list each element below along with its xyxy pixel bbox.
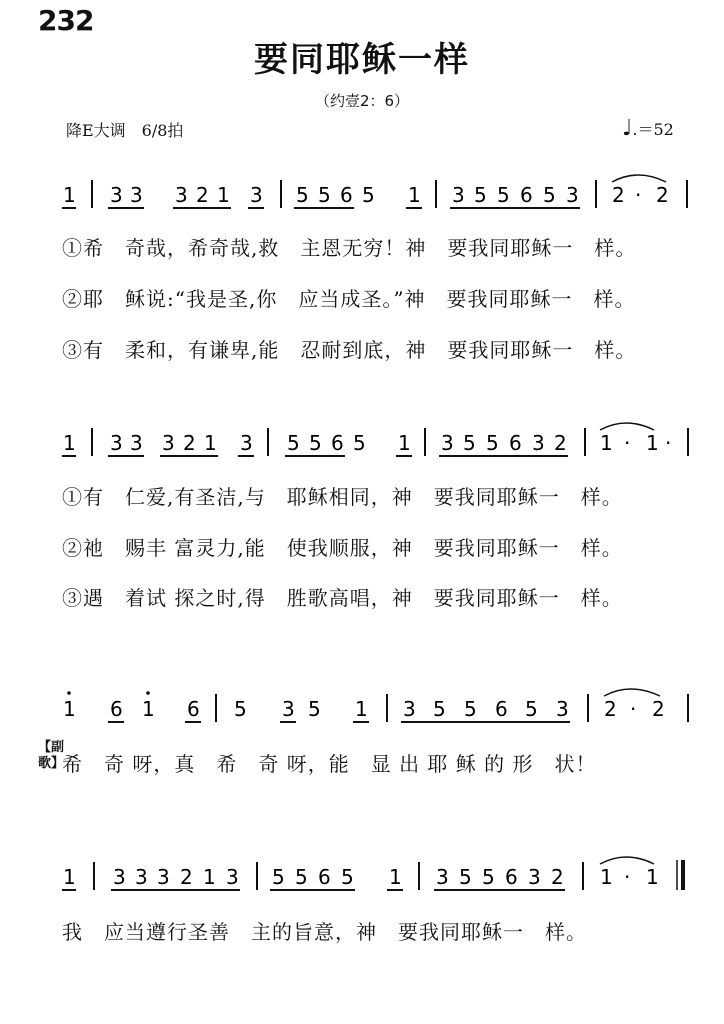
note: 3 — [130, 183, 143, 207]
note: 1 — [600, 865, 613, 889]
note: 3 — [250, 183, 263, 207]
note: 5 — [296, 183, 309, 207]
note: 3 — [452, 183, 465, 207]
lyric-line: ①有 仁爱,有圣洁,与 耶稣相同，神 要我同耶稣一 样。 — [62, 485, 623, 509]
note: 5 — [482, 865, 495, 889]
note: 6 — [110, 697, 123, 721]
note: 5 — [295, 865, 308, 889]
note: 1 — [646, 431, 659, 455]
music-system-4 — [62, 857, 683, 890]
augmentation-dot: · — [665, 431, 672, 455]
note: 1 — [203, 865, 216, 889]
refrain-label: 【副歌】 — [38, 740, 65, 771]
lyric-line: ②祂 赐丰 富灵力,能 使我顺服，神 要我同耶稣一 样。 — [62, 536, 623, 560]
note: 3 — [135, 865, 148, 889]
note: 1 — [646, 865, 659, 889]
quarter-note-icon: ♩ — [622, 116, 633, 141]
note: 6 — [495, 697, 508, 721]
augmentation-dot: · — [635, 183, 642, 207]
tie — [600, 857, 654, 864]
note: 6 — [505, 865, 518, 889]
note: 3 — [162, 431, 175, 455]
note: 3 — [110, 431, 123, 455]
note: 5 — [464, 697, 477, 721]
tie — [612, 175, 666, 182]
note: 6 — [340, 183, 353, 207]
note: 1 — [63, 697, 76, 721]
note: 6 — [331, 431, 344, 455]
tempo-value: .＝52 — [632, 120, 674, 139]
lyric-line: ②耶 稣说:“我是圣,你 应当成圣。”神 要我同耶稣一 样。 — [62, 287, 636, 311]
note: 3 — [226, 865, 239, 889]
song-title: 要同耶稣一样 — [254, 40, 470, 80]
tie — [604, 689, 660, 696]
note: 1 — [408, 183, 421, 207]
note: 3 — [528, 865, 541, 889]
note: 2 — [554, 431, 567, 455]
music-system-2 — [62, 423, 688, 456]
note: 2 — [604, 697, 617, 721]
note: 5 — [463, 431, 476, 455]
note: 3 — [282, 697, 295, 721]
note: 1 — [63, 431, 76, 455]
key-and-time-signature: 降E大调 6/8拍 — [66, 121, 184, 140]
page-number: 232 — [38, 4, 94, 37]
note: 2 — [183, 431, 196, 455]
final-barline — [677, 860, 683, 890]
note: 5 — [459, 865, 472, 889]
octave-dot — [67, 691, 71, 695]
note: 3 — [441, 431, 454, 455]
note: 3 — [556, 697, 569, 721]
lyric-line: 我 应当遵行圣善 主的旨意，神 要我同耶稣一 样。 — [62, 920, 587, 944]
note: 5 — [234, 697, 247, 721]
note: 1 — [142, 697, 155, 721]
note: 3 — [566, 183, 579, 207]
note: 1 — [389, 865, 402, 889]
note: 1 — [63, 183, 76, 207]
note: 6 — [187, 697, 200, 721]
note: 3 — [157, 865, 170, 889]
bar-lines — [92, 428, 688, 456]
note: 5 — [362, 183, 375, 207]
note: 3 — [175, 183, 188, 207]
note: 2 — [612, 183, 625, 207]
note: 6 — [509, 431, 522, 455]
note: 3 — [130, 431, 143, 455]
tie — [600, 423, 654, 430]
music-system-3 — [63, 689, 688, 722]
note: 1 — [63, 865, 76, 889]
octave-dot — [146, 691, 150, 695]
note: 2 — [180, 865, 193, 889]
lyric-line: 希 奇 呀，真 希 奇 呀，能 显 出 耶 稣 的 形 状！ — [62, 752, 597, 776]
note: 5 — [287, 431, 300, 455]
music-system-1 — [62, 175, 687, 208]
note: 5 — [433, 697, 446, 721]
lyric-line: ①希 奇哉，希奇哉,救 主恩无穷！神 要我同耶稣一 样。 — [62, 236, 637, 260]
note: 3 — [113, 865, 126, 889]
note: 6 — [520, 183, 533, 207]
note: 5 — [474, 183, 487, 207]
augmentation-dot: · — [624, 865, 631, 889]
lyric-line: ③有 柔和，有谦卑,能 忍耐到底，神 要我同耶稣一 样。 — [62, 338, 637, 362]
note: 2 — [196, 183, 209, 207]
scripture-reference: （约壹2：6） — [314, 92, 410, 110]
note: 3 — [436, 865, 449, 889]
note: 2 — [551, 865, 564, 889]
note: 1 — [355, 697, 368, 721]
note: 2 — [652, 697, 665, 721]
augmentation-dot: · — [630, 697, 637, 721]
note: 3 — [403, 697, 416, 721]
lyric-line: ③遇 着试 探之时,得 胜歌高唱，神 要我同耶稣一 样。 — [62, 586, 623, 610]
note: 5 — [341, 865, 354, 889]
note: 3 — [110, 183, 123, 207]
note: 5 — [543, 183, 556, 207]
note: 5 — [272, 865, 285, 889]
note: 5 — [308, 697, 321, 721]
note: 5 — [497, 183, 510, 207]
note: 6 — [318, 865, 331, 889]
note: 3 — [532, 431, 545, 455]
note: 5 — [318, 183, 331, 207]
note: 1 — [204, 431, 217, 455]
note: 1 — [600, 431, 613, 455]
note: 5 — [486, 431, 499, 455]
note: 5 — [525, 697, 538, 721]
augmentation-dot: · — [624, 431, 631, 455]
note: 2 — [656, 183, 669, 207]
note: 1 — [398, 431, 411, 455]
note: 1 — [217, 183, 230, 207]
note: 3 — [240, 431, 253, 455]
note: 5 — [353, 431, 366, 455]
note: 5 — [309, 431, 322, 455]
